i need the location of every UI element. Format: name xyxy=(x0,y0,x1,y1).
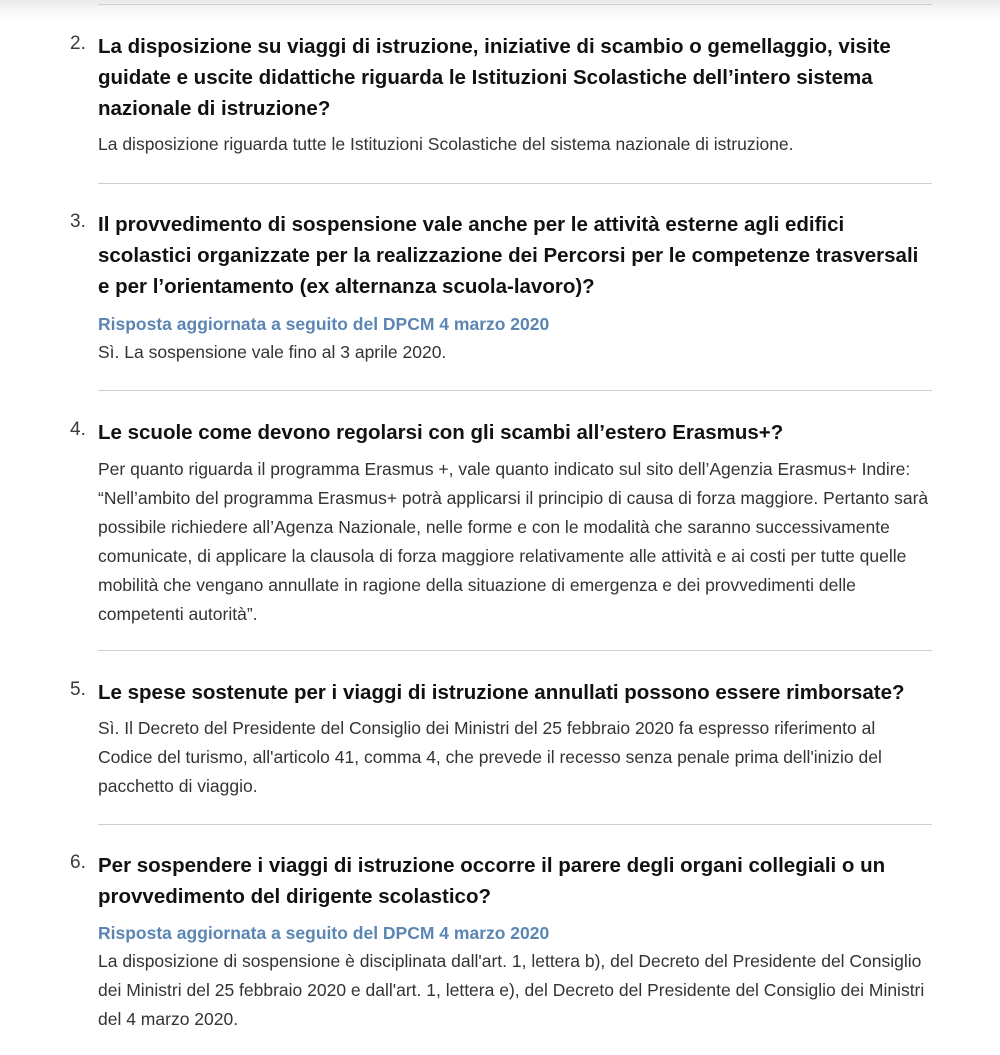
faq-question: Il provvedimento di sospensione vale anche per le attività esterne agli edifici scolastici organizzate per la realizzazione dei Percorsi per le competenze trasversali e per l’orientamento (ex alternanza scuola-lavoro)? xyxy=(98,213,919,298)
faq-answer: Per quanto riguarda il programma Erasmus +, vale quanto indicato sul sito dell’Agenzia Erasmus+ Indire: “Nell’ambito del programma Erasmus+ potrà applicarsi il principio di causa di forza maggiore. Pertanto sarà possibile richiedere all’Agenza Nazionale, nelle forme e con le modalità che saranno successivamente comunicate, di applicare la clausola di forza maggiore relativamente alle attività e ai costi per tutte quelle mobilità che vengano annullate in ragione della situazione di emergenza e dei provvedimenti delle competenti autorità”. xyxy=(98,459,929,624)
top-divider xyxy=(98,4,932,5)
faq-item-number: 4. xyxy=(70,419,86,440)
faq-answer: Sì. La sospensione vale fino al 3 aprile 2020. xyxy=(98,342,447,362)
faq-updated-note: Risposta aggiornata a seguito del DPCM 4 marzo 2020 xyxy=(98,314,550,334)
faq-question: Le spese sostenute per i viaggi di istruzione annullati possono essere rimborsate? xyxy=(98,681,905,704)
faq-item-number: 3. xyxy=(70,211,86,232)
faq-question: Le scuole come devono regolarsi con gli scambi all’estero Erasmus+? xyxy=(98,421,784,444)
faq-answer: La disposizione di sospensione è disciplinata dall'art. 1, lettera b), del Decreto del Presidente del Consiglio dei Ministri del 25 febbraio 2020 e dall'art. 1, lettera e), del Decreto del Presidente del Consiglio dei Ministri del 4 marzo 2020. xyxy=(98,951,925,1029)
faq-item-number: 2. xyxy=(70,33,86,54)
faq-question: Per sospendere i viaggi di istruzione occorre il parere degli organi collegiali o un provvedimento del dirigente scolastico? xyxy=(98,854,886,908)
faq-divider xyxy=(98,183,932,184)
faq-divider xyxy=(98,650,932,651)
faq-updated-note: Risposta aggiornata a seguito del DPCM 4 marzo 2020 xyxy=(98,923,550,943)
faq-divider xyxy=(98,824,932,825)
faq-question: La disposizione su viaggi di istruzione, iniziative di scambio o gemellaggio, visite guidate e uscite didattiche riguarda le Istituzioni Scolastiche dell’intero sistema nazionale di istruzione? xyxy=(98,35,891,120)
faq-answer: La disposizione riguarda tutte le Istituzioni Scolastiche del sistema nazionale di istruzione. xyxy=(98,134,794,154)
faq-divider xyxy=(98,390,932,391)
faq-item-number: 5. xyxy=(70,679,86,700)
faq-item-number: 6. xyxy=(70,852,86,873)
faq-answer: Sì. Il Decreto del Presidente del Consiglio dei Ministri del 25 febbraio 2020 fa espresso riferimento al Codice del turismo, all'articolo 41, comma 4, che prevede il recesso senza penale prima dell'inizio del pacchetto di viaggio. xyxy=(98,718,882,796)
